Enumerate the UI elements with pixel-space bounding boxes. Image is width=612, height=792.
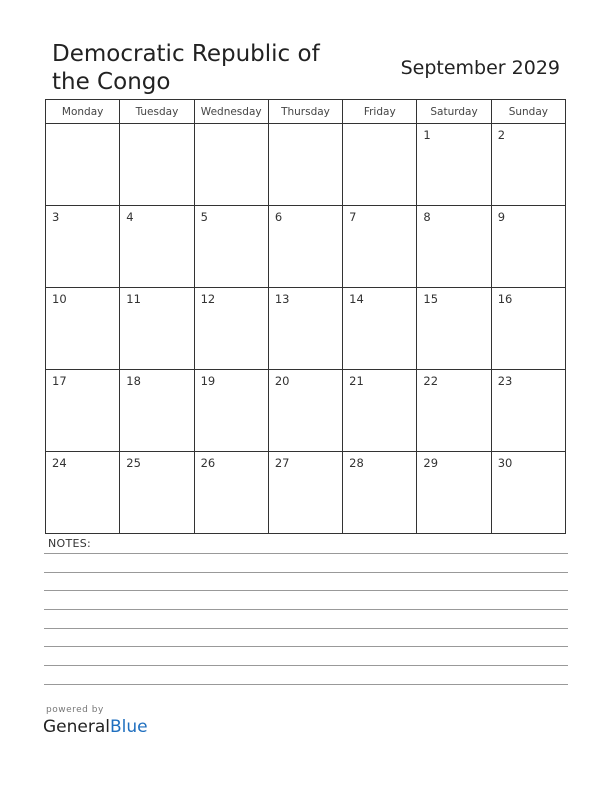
day-cell: 28 [343, 452, 417, 534]
day-cell: 29 [417, 452, 491, 534]
day-cell: 14 [343, 288, 417, 370]
day-cell: 8 [417, 206, 491, 288]
day-cell: 26 [194, 452, 268, 534]
day-cell [268, 124, 342, 206]
week-row [46, 370, 566, 452]
day-cell: 21 [343, 370, 417, 452]
notes-line [44, 665, 568, 666]
notes-line [44, 646, 568, 647]
day-cell: 22 [417, 370, 491, 452]
week-row [46, 288, 566, 370]
day-cell [194, 124, 268, 206]
day-cell: 16 [491, 288, 565, 370]
day-cell: 12 [194, 288, 268, 370]
notes-line [44, 609, 568, 610]
notes-line [44, 684, 568, 685]
calendar-grid [45, 99, 566, 534]
generalblue-logo [43, 717, 148, 737]
day-cell: 23 [491, 370, 565, 452]
day-cell: 18 [120, 370, 194, 452]
day-cell [343, 124, 417, 206]
day-cell: 15 [417, 288, 491, 370]
country-title: Democratic Republic of the Congo [52, 41, 320, 95]
day-cell: 25 [120, 452, 194, 534]
brand-general-text: General [43, 717, 110, 737]
day-cell: 2 [491, 124, 565, 206]
notes-line [44, 572, 568, 573]
week-row [46, 124, 566, 206]
notes-line [44, 553, 568, 554]
day-cell: 24 [46, 452, 120, 534]
day-cell: 6 [268, 206, 342, 288]
day-cell: 19 [194, 370, 268, 452]
brand-blue-text: Blue [110, 717, 148, 737]
weekday-header: Tuesday [120, 100, 194, 124]
weekday-header: Thursday [268, 100, 342, 124]
weekday-header: Friday [343, 100, 417, 124]
day-cell: 3 [46, 206, 120, 288]
weekday-header: Monday [46, 100, 120, 124]
day-cell: 30 [491, 452, 565, 534]
day-cell: 27 [268, 452, 342, 534]
weekday-header: Saturday [417, 100, 491, 124]
week-row [46, 452, 566, 534]
day-cell: 5 [194, 206, 268, 288]
weekday-header: Sunday [491, 100, 565, 124]
day-cell: 4 [120, 206, 194, 288]
day-cell: 1 [417, 124, 491, 206]
week-row [46, 206, 566, 288]
day-cell: 20 [268, 370, 342, 452]
month-title: September 2029 [400, 57, 560, 79]
weekday-header-row [46, 100, 566, 124]
day-cell: 11 [120, 288, 194, 370]
notes-line [44, 590, 568, 591]
day-cell [46, 124, 120, 206]
notes-label: NOTES: [48, 537, 92, 550]
day-cell: 13 [268, 288, 342, 370]
day-cell: 9 [491, 206, 565, 288]
day-cell: 17 [46, 370, 120, 452]
day-cell: 10 [46, 288, 120, 370]
day-cell [120, 124, 194, 206]
notes-line [44, 628, 568, 629]
powered-by-label: powered by [46, 705, 104, 715]
weekday-header: Wednesday [194, 100, 268, 124]
day-cell: 7 [343, 206, 417, 288]
